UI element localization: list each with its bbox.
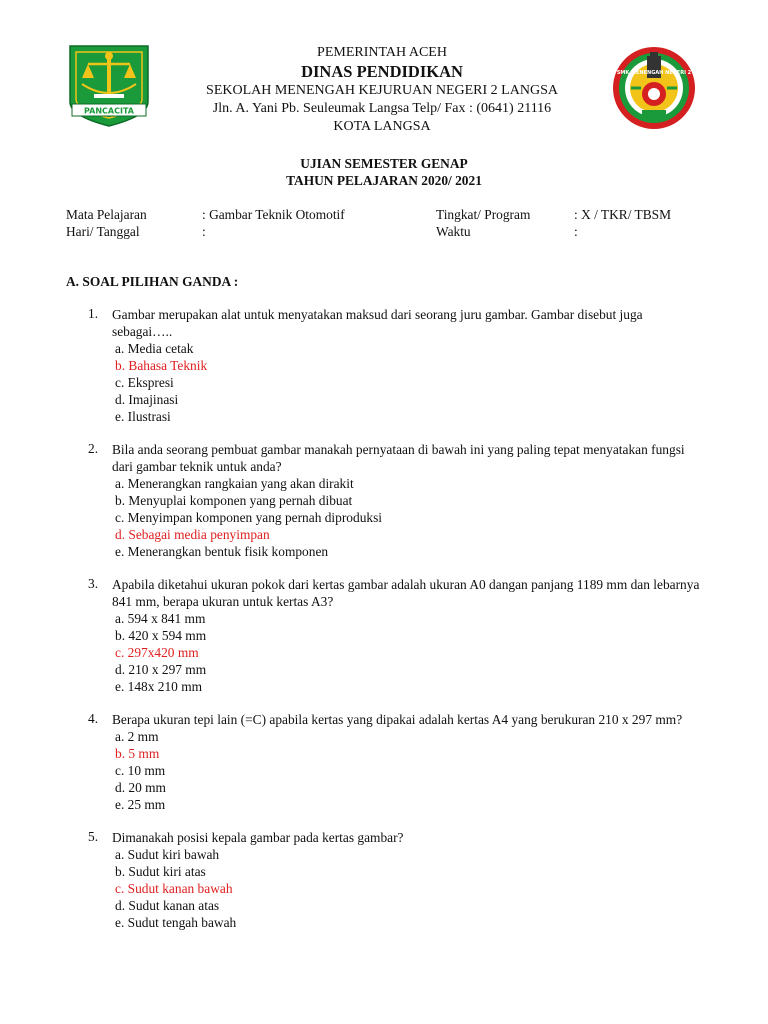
section-title: A. SOAL PILIHAN GANDA :: [66, 274, 239, 289]
option-e: e. 25 mm: [115, 797, 166, 812]
school-address: Jln. A. Yani Pb. Seuleumak Langsa Telp/ Fax : (0641) 21116: [212, 101, 552, 116]
exam-info: [66, 206, 706, 240]
question-text: Bila anda seorang pembuat gambar manakah pernyataan di bawah ini yang paling tepat menyatakan fungsi dari gambar teknik untuk anda?: [112, 442, 685, 474]
question-text: Dimanakah posisi kepala gambar pada kertas gambar?: [112, 830, 404, 845]
option-a: a. 594 x 841 mm: [115, 611, 206, 626]
option-e: e. Sudut tengah bawah: [115, 915, 237, 930]
government-name: PEMERINTAH ACEH: [317, 45, 447, 60]
question-text: Berapa ukuran tepi lain (=C) apabila kertas yang dipakai adalah kertas A4 yang berukuran 210 x 297 mm?: [112, 712, 683, 727]
option-c-answer: c. 297x420 mm: [115, 645, 199, 660]
option-a: a. Sudut kiri bawah: [115, 847, 220, 862]
option-c: c. Ekspresi: [115, 375, 174, 390]
option-d: d. Imajinasi: [115, 392, 179, 407]
option-list: [115, 728, 700, 813]
smk-seal-text: SMK MENENGAH NEGERI 2: [616, 70, 692, 76]
exam-title-block: [0, 155, 768, 189]
info-row-subject: [66, 206, 706, 223]
question-list: [88, 306, 700, 947]
level-label: Tingkat/ Program: [436, 207, 531, 222]
option-d-answer: d. Sebagai media penyimpan: [115, 527, 270, 542]
option-b: b. 420 x 594 mm: [115, 628, 207, 643]
option-c: c. 10 mm: [115, 763, 166, 778]
letterhead: [168, 44, 596, 136]
option-c: c. Menyimpan komponen yang pernah diproduksi: [115, 510, 383, 525]
agency-name: DINAS PENDIDIKAN: [301, 62, 463, 81]
question-text: Gambar merupakan alat untuk menyatakan maksud dari seorang juru gambar. Gambar disebut juga sebagai…..: [112, 307, 643, 339]
option-c-answer: c. Sudut kanan bawah: [115, 881, 233, 896]
option-a: a. Menerangkan rangkaian yang akan dirakit: [115, 476, 354, 491]
option-b-answer: b. Bahasa Teknik: [115, 358, 208, 373]
option-e: e. 148x 210 mm: [115, 679, 203, 694]
option-d: d. 210 x 297 mm: [115, 662, 207, 677]
info-row-date: [66, 223, 706, 240]
date-label: Hari/ Tanggal: [66, 224, 140, 239]
option-list: [115, 610, 700, 695]
question-number: 1.: [88, 306, 99, 321]
exam-year: TAHUN PELAJARAN 2020/ 2021: [286, 173, 482, 188]
option-e: e. Menerangkan bentuk fisik komponen: [115, 544, 329, 559]
option-d: d. Sudut kanan atas: [115, 898, 220, 913]
time-value: :: [574, 224, 578, 239]
question-5: [88, 829, 700, 931]
option-d: d. 20 mm: [115, 780, 166, 795]
pancacita-banner-text: PANCACITA: [84, 106, 134, 116]
subject-value: : Gambar Teknik Otomotif: [202, 207, 345, 222]
option-list: [115, 475, 700, 560]
city-name: KOTA LANGSA: [333, 119, 431, 134]
question-2: [88, 441, 700, 560]
question-3: [88, 576, 700, 695]
question-4: [88, 711, 700, 813]
option-e: e. Ilustrasi: [115, 409, 171, 424]
subject-label: Mata Pelajaran: [66, 207, 147, 222]
pancacita-logo: [66, 44, 152, 128]
time-label: Waktu: [436, 224, 471, 239]
option-b-answer: b. 5 mm: [115, 746, 160, 761]
question-1: [88, 306, 700, 425]
smk-seal-logo: [611, 44, 697, 132]
option-b: b. Menyuplai komponen yang pernah dibuat: [115, 493, 353, 508]
date-value: :: [202, 224, 206, 239]
level-value: : X / TKR/ TBSM: [574, 207, 671, 222]
option-list: [115, 846, 700, 931]
question-number: 3.: [88, 576, 99, 591]
option-b: b. Sudut kiri atas: [115, 864, 206, 879]
option-a: a. 2 mm: [115, 729, 159, 744]
school-name: SEKOLAH MENENGAH KEJURUAN NEGERI 2 LANGSA: [206, 83, 558, 98]
option-a: a. Media cetak: [115, 341, 194, 356]
question-number: 4.: [88, 711, 99, 726]
option-list: [115, 340, 700, 425]
question-number: 2.: [88, 441, 99, 456]
exam-title: UJIAN SEMESTER GENAP: [300, 156, 468, 171]
question-text: Apabila diketahui ukuran pokok dari kertas gambar adalah ukuran A0 dangan panjang 1189 mm dan lebarnya 841 mm, berapa ukuran untuk kertas A3?: [112, 577, 700, 609]
question-number: 5.: [88, 829, 99, 844]
